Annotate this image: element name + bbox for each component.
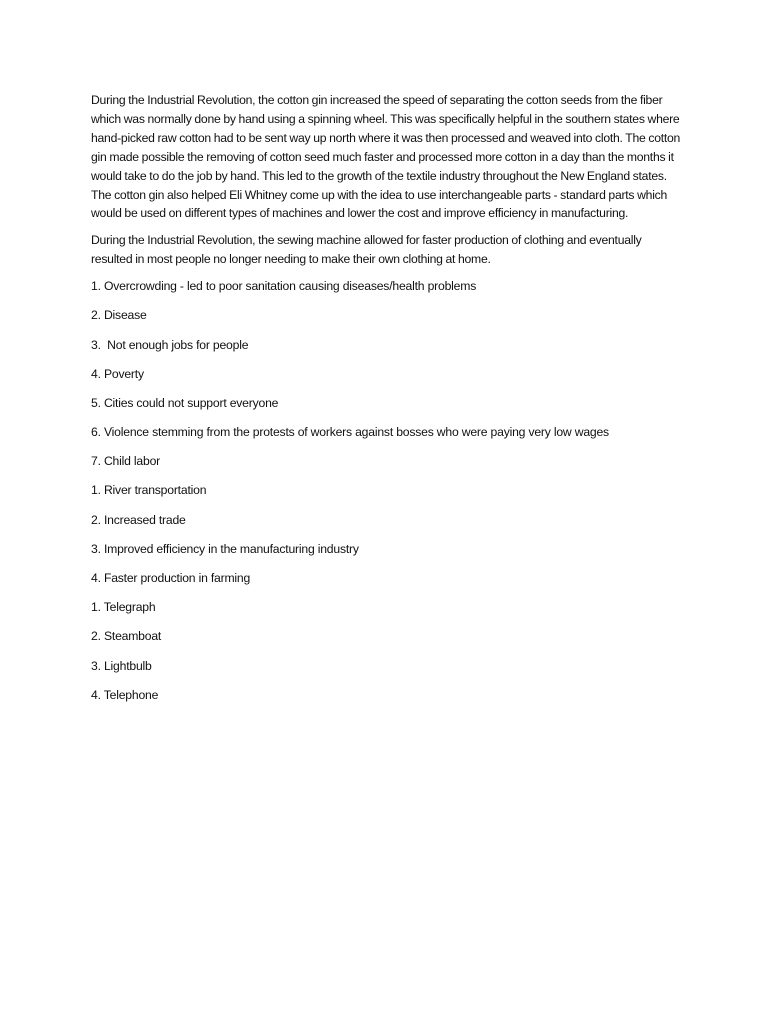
list-item: 6. Violence stemming from the protests of workers against bosses who were paying very low wages <box>91 425 609 440</box>
list-item: 4. Poverty <box>91 366 144 381</box>
answer-list <box>91 277 681 715</box>
list-item: 4. Faster production in farming <box>91 571 251 586</box>
list-item: 1. River transportation <box>91 483 207 498</box>
list-item: 2. Steamboat <box>91 629 162 644</box>
document-page <box>91 91 681 715</box>
list-item: 1. Telegraph <box>91 600 156 615</box>
list-item: 4. Telephone <box>91 687 159 702</box>
list-item: 3. Not enough jobs for people <box>91 337 249 352</box>
list-item: 2. Increased trade <box>91 512 186 527</box>
paragraph-sewing-machine: During the Industrial Revolution, the sewing machine allowed for faster production of clothing and eventually resulted in most people no longer needing to make their own clothing at home. <box>91 233 642 267</box>
list-item: 3. Improved efficiency in the manufacturing industry <box>91 541 359 556</box>
list-item: 5. Cities could not support everyone <box>91 395 279 410</box>
paragraph-cotton-gin: During the Industrial Revolution, the cotton gin increased the speed of separating the cotton seeds from the fiber which was normally done by hand using a spinning wheel. This was specifically helpful in the southern states where hand-picked raw cotton had to be sent way up north where it was then processed and weaved into cloth. The cotton gin made possible the removing of cotton seed much faster and processed more cotton in a day than the months it would take to do the job by hand. This led to the growth of the textile industry throughout the New England states. The cotton gin also helped Eli Whitney come up with the idea to use interchangeable parts - standard parts which would be used on different types of machines and lower the cost and improve efficiency in manufacturing. <box>91 93 681 221</box>
list-item: 3. Lightbulb <box>91 658 152 673</box>
list-item: 2. Disease <box>91 308 147 323</box>
list-item: 1. Overcrowding - led to poor sanitation causing diseases/health problems <box>91 279 477 294</box>
list-item: 7. Child labor <box>91 454 161 469</box>
